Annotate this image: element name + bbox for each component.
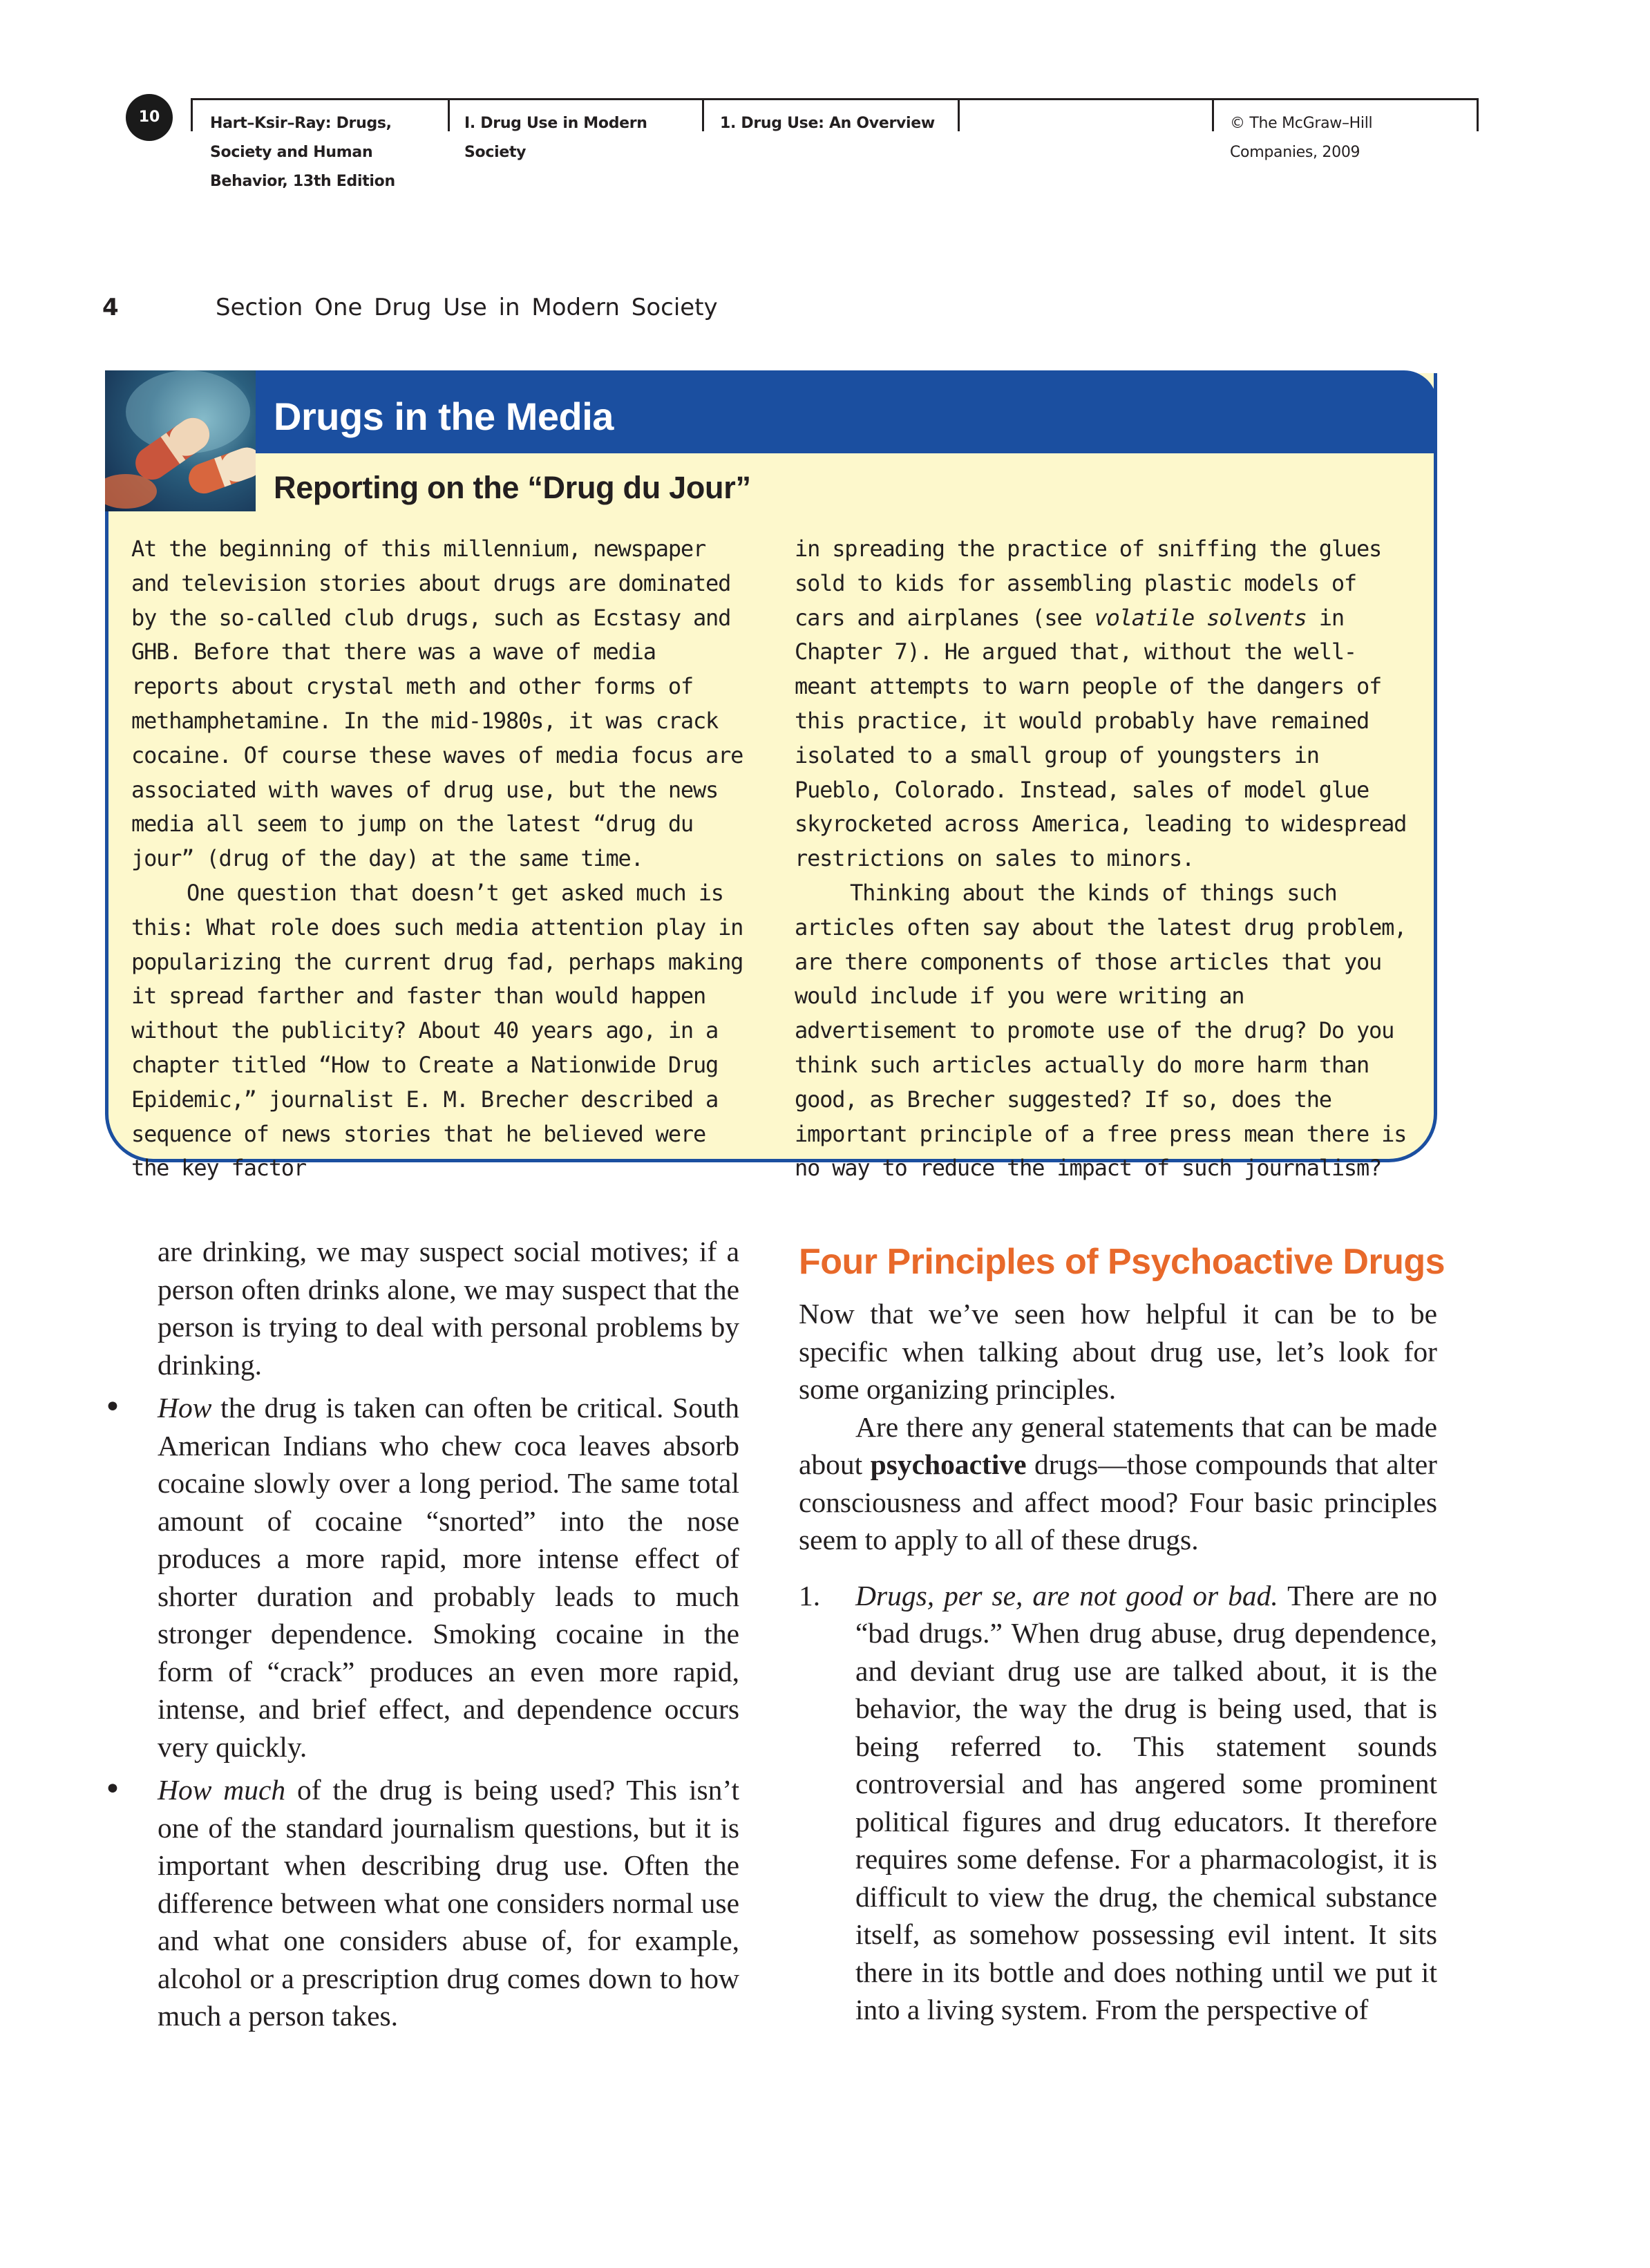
numbered-item [799, 1577, 1437, 2029]
body-paragraph: Are there any general statements that can be made about psychoactive drugs—those compounds that alter consciousness and affect mood? Four basic principles seem to apply to all of these drugs. [799, 1410, 1437, 1556]
bullet-text: How the drug is taken can often be critical. South American Indians who chew coca leaves absorb cocaine slowly over a long period. The same total amount of cocaine “snorted” into the nose produces a more rapid, more intense effect of shorter duration and probably leads to much stronger dependence. Smoking cocaine in the form of “crack” produces an even more rapid, intense, and brief effect, and dependence occurs very quickly. [158, 1392, 739, 1763]
bullet-text: How much of the drug is being used? This isn’t one of the standard journalism questions, but it is important when describing drug use. Often the difference between what one considers normal use and what one considers abuse of, for example, alcohol or a prescription drug comes down to how much a person takes. [158, 1774, 739, 2032]
feature-box-title: Drugs in the Media [274, 395, 614, 438]
header-part-title: I. Drug Use in Modern Society [464, 115, 647, 161]
feature-paragraph: One question that doesn’t get asked much is this: What role does such media attention play in popularizing the current drug fad, perhaps making it spread farther and faster than would happen without the publicity? About 40 years ago, in a chapter titled “How to Create a Nationwide Drug Epidemic,” journalist E. M. Brecher described a sequence of news stories that he believed were the key factor [131, 879, 743, 1182]
body-left-column [105, 1233, 739, 2035]
feature-paragraph: At the beginning of this millennium, newspaper and television stories about drugs are dominated by the so-called club drugs, such as Ecstasy and GHB. Before that there was a wave of media reports about crystal meth and other forms of methamphetamine. In the mid-1980s, it was crack cocaine. Of course these waves of media focus are associated with waves of drug use, but the news media all seem to jump on the latest “drug du jour” (drug of the day) at the same time. [131, 536, 743, 872]
body-paragraph: Now that we’ve seen how helpful it can be to be specific when talking about drug use, let’s look for some organizing principles. [799, 1298, 1437, 1405]
header-divider [191, 98, 193, 131]
feature-paragraph: Thinking about the kinds of things such articles often say about the latest drug problem, are there components of those articles that you would include if you were writing an advertisement to promote use of the drug? Do you think such articles actually do more harm than good, as Brecher suggested? If so, does the important principle of a free press mean there is no way to reduce the impact of such journalism? [795, 879, 1407, 1182]
feature-box-left-column [131, 532, 753, 1186]
header-divider [958, 98, 960, 131]
item-number: 1. [799, 1579, 821, 1612]
bullet-symbol: • [104, 1772, 122, 1807]
feature-box-subtitle: Reporting on the “Drug du Jour” [274, 470, 751, 505]
body-paragraph: are drinking, we may suspect social motives; if a person often drinks alone, we may suspect that the person is trying to deal with personal problems by drinking. [158, 1236, 739, 1381]
page-number-badge: 10 [126, 94, 173, 141]
header-chapter-title: 1. Drug Use: An Overview [720, 115, 935, 132]
capsules-illustration [105, 370, 256, 511]
item-text: Drugs, per se, are not good or bad. There are no “bad drugs.” When drug abuse, drug dependence, and deviant drug use are talked about, it is the behavior, the way the drug is being used, that is being referred to. This statement sounds controversial and has angered some prominent political figures and drug educators. It therefore requires some defense. For a pharmacologist, it is difficult to view the drug, the chemical substance itself, as somehow possessing evil intent. It sits there in its bottle and does nothing until we put it into a living system. From the perspective of [855, 1579, 1438, 2025]
section-heading: Four Principles of Psychoactive Drugs [799, 1242, 1445, 1282]
header-divider [1477, 98, 1479, 131]
pills-photo [105, 370, 256, 511]
feature-box-right-column [795, 532, 1416, 1186]
folio-page-number: 4 [102, 294, 119, 321]
body-right-column [799, 1295, 1437, 2029]
bullet-item [105, 1771, 739, 2035]
header-divider [702, 98, 704, 131]
header-divider [1212, 98, 1214, 131]
header-book-title: Hart–Ksir–Ray: Drugs, Society and Human Behavior, 13th Edition [210, 115, 395, 190]
bullet-symbol: • [104, 1390, 122, 1425]
feature-paragraph: in spreading the practice of sniffing the glues sold to kids for assembling plastic models of cars and airplanes (see volatile solvents in Chapter 7). He argued that, without the well-meant attempts to warn people of the dangers of this practice, it would probably have remained isolated to a small group of youngsters in Pueblo, Colorado. Instead, sales of model glue skyrocketed across America, leading to widespread restrictions on sales to minors. [795, 536, 1407, 872]
header-rule [191, 98, 1479, 100]
folio-section-title: Section One Drug Use in Modern Society [216, 294, 718, 321]
header-copyright: © The McGraw–Hill Companies, 2009 [1230, 115, 1373, 161]
bullet-item [105, 1389, 739, 1766]
header-divider [448, 98, 450, 131]
